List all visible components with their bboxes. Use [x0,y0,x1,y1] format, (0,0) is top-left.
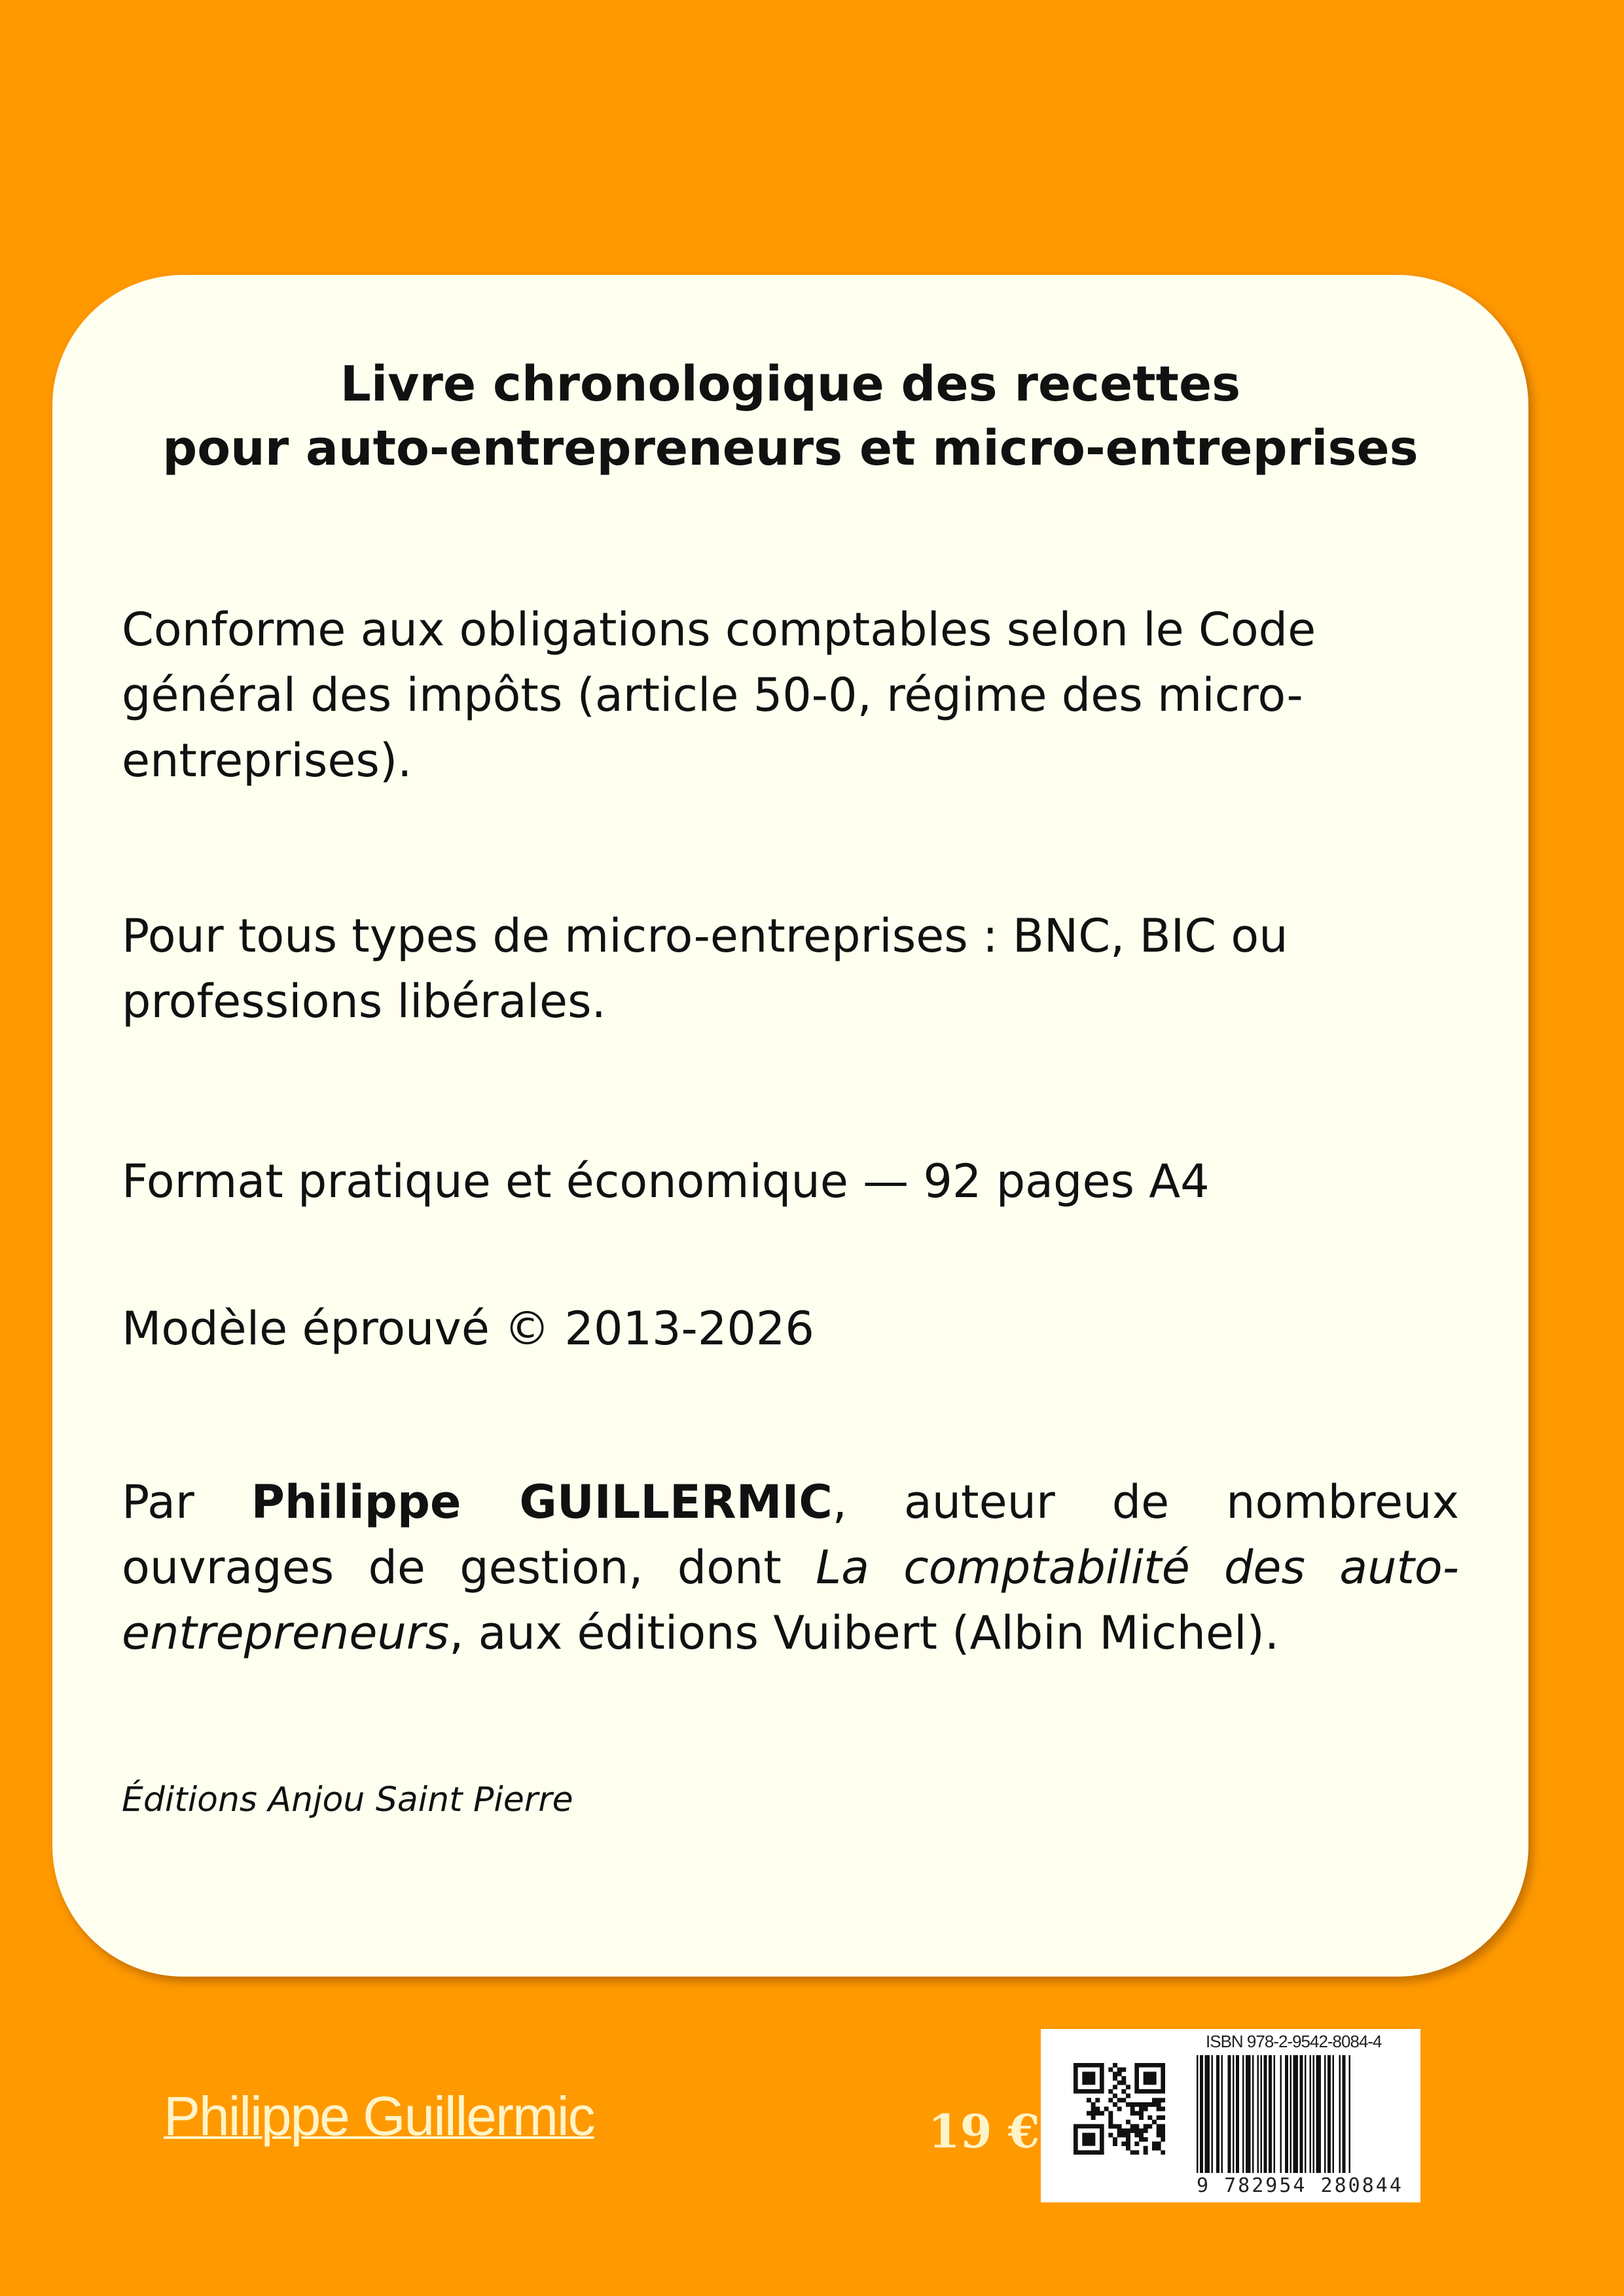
isbn-label: ISBN 978-2-9542-8084-4 [1206,2032,1382,2051]
publisher-name: Éditions Anjou Saint Pierre [122,1780,573,1820]
barcode-icon [1195,2055,1411,2173]
cover-title [122,352,1459,480]
business-types-paragraph: Pour tous types de micro-entreprises : BNC, BIC ou professions libérales. [122,909,1288,1028]
author-paragraph [122,1469,1459,1666]
author-suffix: , aux éditions Vuibert (Albin Michel). [449,1606,1280,1660]
book-title: La comptabilité des auto-entrepreneurs [122,1541,1459,1660]
author-prefix: Par [122,1475,251,1529]
back-cover-panel [52,275,1528,1977]
compliance-paragraph: Conforme aux obligations comptables selon le Code général des impôts (article 50-0, régime des micro-entreprises). [122,603,1316,787]
format-paragraph: Format pratique et économique — 92 pages A4 [122,1155,1210,1208]
author-middle: , auteur de nombreux ouvrages de gestion, dont [122,1475,1459,1594]
barcode-block [1041,2029,1420,2202]
title-line-1: Livre chronologique des recettes [340,356,1241,412]
copyright-paragraph: Modèle éprouvé © 2013-2026 [122,1302,814,1355]
author-link[interactable]: Philippe Guillermic [164,2085,594,2147]
ean-digits: 9 782954 280844 [1197,2174,1403,2197]
qr-code-icon [1074,2063,1165,2155]
title-line-2: pour auto-entrepreneurs et micro-entreprises [162,420,1418,476]
author-name: Philippe GUILLERMIC [251,1475,833,1529]
price-label: 19 € [928,2104,1040,2159]
